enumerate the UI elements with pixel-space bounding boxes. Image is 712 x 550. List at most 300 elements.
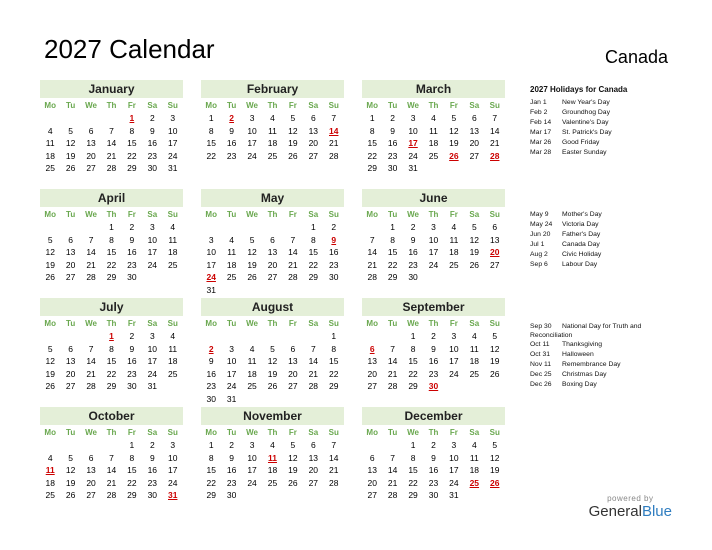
month-header: June — [362, 189, 505, 207]
empty-cell — [81, 112, 101, 125]
day-cell: 7 — [109, 452, 114, 463]
day-cell: 1 — [410, 331, 416, 341]
day-cell: 26 — [288, 150, 298, 161]
weekday-label: Fr — [127, 210, 136, 219]
weekday-label: Sa — [147, 428, 158, 437]
day-cell: 8 — [390, 234, 395, 245]
day-cell: 8 — [129, 452, 135, 463]
day-cell: 27 — [308, 477, 319, 488]
holiday-name: Groundhog Day — [562, 109, 610, 116]
holiday-name: New Year's Day — [562, 99, 610, 106]
day-cell: 2 — [431, 331, 436, 341]
holiday-date: Mar 26 — [530, 139, 552, 146]
month-february — [201, 80, 344, 162]
day-cell: 15 — [387, 247, 398, 257]
holiday-day: 2 — [208, 343, 214, 354]
holiday-entry — [530, 148, 680, 158]
day-cell: 12 — [247, 247, 257, 257]
day-cell: 16 — [206, 368, 216, 379]
day-cell: 20 — [288, 368, 298, 379]
day-cell: 27 — [86, 490, 96, 500]
day-cell: 10 — [147, 343, 158, 354]
day-cell: 26 — [65, 490, 76, 500]
weekday-label: Tu — [227, 210, 237, 219]
weekday-label: Tu — [66, 210, 76, 219]
day-cell: 13 — [367, 356, 377, 366]
day-cell: 15 — [127, 465, 137, 475]
day-cell: 1 — [410, 440, 416, 450]
day-cell: 13 — [65, 356, 76, 366]
day-cell: 13 — [288, 356, 298, 366]
holiday-date: Sep 30 — [530, 323, 552, 330]
holiday-date: Nov 11 — [530, 361, 552, 368]
day-cell: 31 — [226, 393, 237, 404]
day-cell: 13 — [86, 138, 96, 148]
holiday-entry — [530, 128, 680, 138]
holiday-day: 6 — [369, 343, 375, 354]
holiday-name: Valentine's Day — [562, 119, 609, 126]
weekday-label: We — [407, 428, 419, 437]
day-cell: 5 — [471, 222, 477, 232]
holiday-date: Jun 20 — [530, 231, 551, 238]
day-cell: 1 — [390, 222, 395, 232]
holiday-date: Oct 31 — [530, 351, 551, 358]
day-cell: 3 — [249, 113, 255, 123]
day-cell: 4 — [170, 222, 176, 232]
day-cell: 31 — [408, 163, 418, 173]
weekday-label: Mo — [44, 210, 56, 219]
weekday-header-row — [40, 427, 183, 439]
brand-name — [589, 503, 672, 520]
day-cell: 12 — [469, 234, 480, 245]
day-cell: 28 — [387, 490, 398, 500]
day-cell: 18 — [428, 138, 439, 148]
day-grid — [362, 112, 505, 175]
weekday-label: Su — [167, 210, 178, 219]
day-cell: 15 — [206, 138, 216, 148]
holiday-entry — [530, 380, 680, 390]
day-cell: 25 — [168, 368, 178, 379]
day-cell: 11 — [469, 343, 479, 354]
month-header: March — [362, 80, 505, 98]
month-header: November — [201, 407, 344, 425]
day-cell: 15 — [329, 356, 339, 366]
day-cell: 16 — [428, 356, 439, 366]
day-cell: 6 — [290, 343, 296, 354]
day-cell: 29 — [127, 163, 137, 173]
empty-cell — [221, 221, 241, 234]
weekday-label: We — [246, 101, 258, 110]
holiday-date: May 24 — [530, 221, 553, 228]
day-cell: 30 — [428, 490, 439, 500]
day-cell: 29 — [408, 490, 418, 500]
day-cell: 5 — [492, 331, 498, 341]
weekday-label: Sa — [469, 210, 480, 219]
day-cell: 25 — [469, 368, 480, 379]
holiday-name: St. Patrick's Day — [562, 129, 612, 136]
day-cell: 27 — [86, 163, 96, 173]
day-cell: 26 — [490, 368, 500, 379]
day-cell: 8 — [331, 343, 337, 354]
day-grid — [201, 439, 344, 502]
day-cell: 24 — [147, 259, 158, 270]
empty-cell — [60, 221, 80, 234]
day-grid — [40, 221, 183, 284]
holiday-entry — [530, 340, 680, 350]
day-cell: 20 — [267, 259, 278, 270]
month-may — [201, 189, 344, 296]
holiday-name: Victoria Day — [562, 221, 599, 228]
day-cell: 23 — [428, 368, 439, 379]
day-cell: 24 — [168, 477, 178, 488]
day-cell: 26 — [247, 272, 257, 282]
day-cell: 2 — [129, 222, 135, 232]
day-cell: 16 — [127, 247, 137, 257]
month-header: August — [201, 298, 344, 316]
day-cell: 14 — [490, 125, 500, 136]
holiday-entry — [530, 98, 680, 108]
day-cell: 24 — [247, 477, 257, 488]
day-cell: 31 — [449, 490, 459, 500]
day-cell: 1 — [129, 440, 135, 450]
day-cell: 27 — [308, 150, 319, 161]
day-cell: 24 — [147, 368, 158, 379]
empty-cell — [101, 112, 121, 125]
weekday-label: Mo — [366, 101, 378, 110]
day-cell: 6 — [88, 125, 94, 136]
day-cell: 21 — [86, 259, 96, 270]
day-cell: 6 — [471, 113, 477, 123]
holiday-day: 9 — [331, 234, 337, 245]
day-cell: 13 — [469, 125, 480, 136]
day-cell: 4 — [47, 125, 53, 136]
day-cell: 18 — [469, 465, 480, 475]
empty-cell — [362, 330, 382, 343]
day-cell: 28 — [367, 272, 377, 282]
day-cell: 25 — [168, 259, 178, 270]
day-cell: 30 — [147, 163, 158, 173]
holiday-day: 31 — [168, 490, 178, 500]
day-cell: 6 — [270, 234, 275, 245]
day-cell: 26 — [267, 381, 278, 391]
day-cell: 28 — [86, 272, 96, 282]
day-grid — [40, 112, 183, 175]
day-cell: 18 — [45, 150, 55, 161]
month-july — [40, 298, 183, 393]
day-cell: 15 — [308, 247, 319, 257]
day-cell: 14 — [86, 247, 96, 257]
holiday-date: Sep 6 — [530, 261, 548, 268]
day-grid — [40, 439, 183, 502]
day-cell: 10 — [226, 356, 237, 366]
month-december — [362, 407, 505, 502]
day-cell: 18 — [247, 368, 257, 379]
holiday-day: 1 — [129, 113, 135, 123]
empty-cell — [101, 439, 121, 452]
day-cell: 9 — [410, 234, 416, 245]
day-cell: 17 — [428, 247, 439, 257]
weekday-label: We — [85, 319, 97, 328]
day-cell: 16 — [127, 356, 137, 366]
day-cell: 18 — [267, 138, 278, 148]
day-cell: 4 — [270, 440, 275, 450]
weekday-label: We — [85, 210, 97, 219]
day-cell: 30 — [127, 381, 137, 391]
day-cell: 10 — [147, 234, 158, 245]
day-cell: 6 — [310, 440, 316, 450]
weekday-label: Tu — [227, 101, 237, 110]
holiday-name: Father's Day — [562, 231, 601, 238]
day-cell: 25 — [45, 163, 55, 173]
day-cell: 28 — [106, 490, 117, 500]
holiday-date: Mar 28 — [530, 149, 552, 156]
empty-cell — [60, 112, 80, 125]
holiday-date: Feb 14 — [530, 119, 552, 126]
day-cell: 27 — [367, 490, 377, 500]
day-cell: 23 — [147, 477, 158, 488]
day-cell: 16 — [387, 138, 398, 148]
weekday-label: We — [407, 319, 419, 328]
weekday-header-row — [362, 318, 505, 330]
day-cell: 29 — [106, 272, 117, 282]
day-cell: 25 — [267, 150, 278, 161]
empty-cell — [40, 439, 60, 452]
day-cell: 18 — [226, 259, 237, 270]
day-cell: 16 — [329, 247, 339, 257]
day-cell: 7 — [290, 234, 296, 245]
day-cell: 23 — [127, 259, 137, 270]
day-cell: 22 — [308, 259, 319, 270]
day-cell: 14 — [329, 452, 339, 463]
day-cell: 13 — [86, 465, 96, 475]
empty-cell — [262, 330, 282, 343]
day-cell: 31 — [168, 163, 178, 173]
day-cell: 2 — [431, 440, 436, 450]
footer-logo[interactable] — [589, 494, 672, 520]
month-january — [40, 80, 183, 175]
month-september — [362, 298, 505, 393]
day-cell: 31 — [147, 381, 158, 391]
day-cell: 22 — [106, 368, 117, 379]
empty-cell — [81, 221, 101, 234]
day-cell: 17 — [449, 465, 459, 475]
day-cell: 19 — [449, 138, 459, 148]
holiday-day: 28 — [490, 150, 500, 161]
day-cell: 29 — [308, 272, 319, 282]
empty-cell — [60, 330, 80, 343]
day-cell: 10 — [206, 247, 216, 257]
day-cell: 20 — [86, 477, 96, 488]
brand-part-blue: Blue — [641, 503, 672, 520]
empty-cell — [362, 221, 382, 234]
weekday-label: We — [407, 101, 419, 110]
day-cell: 22 — [206, 477, 216, 488]
day-cell: 5 — [47, 234, 53, 245]
weekday-label: Su — [167, 428, 178, 437]
weekday-label: Su — [328, 319, 339, 328]
weekday-label: Th — [267, 428, 278, 437]
day-cell: 31 — [206, 284, 216, 295]
country-label: Canada — [604, 47, 668, 67]
day-cell: 7 — [390, 343, 395, 354]
day-cell: 16 — [147, 465, 158, 475]
holiday-date: Jan 1 — [530, 99, 547, 106]
day-cell: 24 — [449, 477, 459, 488]
day-cell: 20 — [308, 465, 319, 475]
weekday-label: Th — [428, 210, 439, 219]
weekday-header-row — [362, 427, 505, 439]
day-cell: 28 — [86, 381, 96, 391]
day-cell: 12 — [288, 125, 298, 136]
day-cell: 16 — [408, 247, 418, 257]
holiday-entry — [530, 108, 680, 118]
holiday-entry — [530, 138, 680, 148]
day-grid — [362, 439, 505, 502]
holiday-day: 11 — [45, 465, 55, 475]
weekday-label: We — [407, 210, 419, 219]
day-cell: 28 — [308, 381, 319, 391]
empty-cell — [242, 221, 262, 234]
weekday-header-row — [201, 209, 344, 221]
day-cell: 10 — [247, 125, 257, 136]
day-cell: 9 — [129, 234, 135, 245]
day-cell: 3 — [451, 440, 457, 450]
holiday-day: 14 — [329, 125, 339, 136]
day-cell: 25 — [247, 381, 257, 391]
day-cell: 8 — [208, 452, 214, 463]
day-cell: 12 — [490, 452, 500, 463]
day-cell: 24 — [428, 259, 439, 270]
day-cell: 21 — [490, 138, 500, 148]
day-cell: 19 — [469, 247, 480, 257]
weekday-label: Su — [328, 210, 339, 219]
day-cell: 7 — [390, 452, 395, 463]
month-october — [40, 407, 183, 502]
weekday-label: Fr — [127, 101, 136, 110]
weekday-label: Mo — [205, 101, 217, 110]
day-cell: 10 — [428, 234, 439, 245]
weekday-label: Sa — [469, 428, 480, 437]
day-cell: 17 — [147, 356, 158, 366]
weekday-label: Th — [267, 101, 278, 110]
empty-cell — [362, 439, 382, 452]
powered-by-text: powered by — [607, 494, 654, 503]
weekday-label: Su — [489, 428, 500, 437]
day-cell: 30 — [408, 272, 418, 282]
weekday-label: Tu — [388, 319, 398, 328]
day-cell: 20 — [65, 259, 76, 270]
holiday-date: Aug 2 — [530, 251, 548, 258]
day-cell: 21 — [387, 368, 398, 379]
day-cell: 3 — [249, 440, 255, 450]
day-cell: 9 — [229, 452, 234, 463]
day-cell: 22 — [367, 150, 377, 161]
day-cell: 16 — [226, 138, 237, 148]
weekday-header-row — [362, 100, 505, 112]
day-cell: 2 — [390, 113, 395, 123]
weekday-header-row — [201, 100, 344, 112]
day-cell: 21 — [106, 150, 117, 161]
holiday-name: Thanksgiving — [562, 341, 603, 348]
day-cell: 29 — [127, 490, 137, 500]
weekday-label: Su — [328, 428, 339, 437]
day-cell: 3 — [208, 234, 214, 245]
day-cell: 7 — [310, 343, 316, 354]
day-cell: 19 — [65, 477, 76, 488]
empty-cell — [40, 330, 60, 343]
day-cell: 23 — [206, 381, 216, 391]
holiday-name: Christmas Day — [562, 371, 607, 378]
month-june — [362, 189, 505, 284]
weekday-label: Th — [428, 428, 439, 437]
day-cell: 27 — [65, 381, 76, 391]
day-cell: 5 — [290, 113, 296, 123]
day-cell: 17 — [226, 368, 237, 379]
day-cell: 3 — [410, 113, 416, 123]
day-cell: 14 — [106, 138, 117, 148]
day-cell: 11 — [449, 234, 459, 245]
day-cell: 8 — [369, 125, 375, 136]
weekday-label: Mo — [44, 101, 56, 110]
day-cell: 6 — [492, 222, 498, 232]
weekday-header-row — [201, 427, 344, 439]
day-cell: 7 — [369, 234, 375, 245]
day-cell: 17 — [168, 138, 178, 148]
day-cell: 30 — [387, 163, 398, 173]
weekday-label: Fr — [288, 319, 297, 328]
day-cell: 25 — [226, 272, 237, 282]
weekday-label: Sa — [147, 319, 158, 328]
empty-cell — [81, 439, 101, 452]
day-cell: 30 — [206, 393, 216, 404]
weekday-header-row — [362, 209, 505, 221]
day-cell: 15 — [408, 465, 418, 475]
holiday-entry — [530, 370, 680, 380]
day-cell: 23 — [226, 150, 237, 161]
day-cell: 30 — [329, 272, 339, 282]
holiday-entry — [530, 210, 680, 220]
day-cell: 23 — [387, 150, 398, 161]
day-cell: 11 — [168, 343, 178, 354]
weekday-label: Fr — [288, 428, 297, 437]
month-header: February — [201, 80, 344, 98]
holiday-list-2 — [530, 210, 680, 270]
day-cell: 8 — [410, 343, 416, 354]
month-header: April — [40, 189, 183, 207]
day-cell: 3 — [149, 331, 155, 341]
weekday-label: We — [246, 319, 258, 328]
day-cell: 25 — [267, 477, 278, 488]
weekday-label: Fr — [449, 101, 458, 110]
weekday-label: Tu — [227, 428, 237, 437]
weekday-label: Su — [489, 101, 500, 110]
weekday-label: Su — [167, 101, 178, 110]
day-cell: 25 — [45, 490, 55, 500]
day-cell: 11 — [227, 247, 237, 257]
holiday-day: 26 — [490, 477, 500, 488]
day-cell: 30 — [226, 490, 237, 500]
day-cell: 13 — [308, 452, 319, 463]
day-cell: 28 — [329, 150, 339, 161]
holiday-name: Halloween — [562, 351, 594, 358]
empty-cell — [201, 221, 221, 234]
day-cell: 20 — [367, 477, 377, 488]
day-cell: 15 — [206, 465, 216, 475]
day-cell: 7 — [88, 343, 94, 354]
day-cell: 8 — [109, 343, 114, 354]
day-cell: 21 — [387, 477, 398, 488]
empty-cell — [303, 330, 323, 343]
